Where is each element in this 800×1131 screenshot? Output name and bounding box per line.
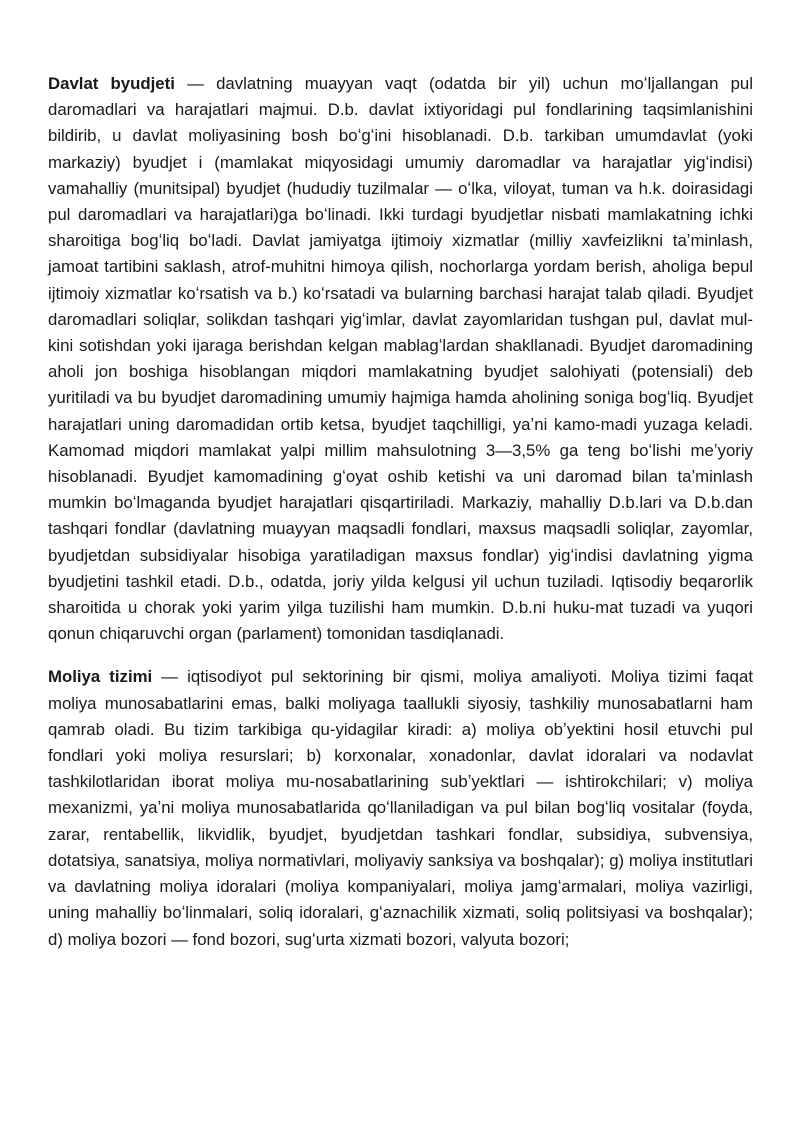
paragraph-moliya-tizimi	[48, 664, 753, 952]
term-heading: Davlat byudjeti	[48, 74, 175, 93]
paragraph-davlat-byudjeti	[48, 71, 753, 647]
paragraph-text: — davlatning muayyan vaqt (odatda bir yil) uchun moʻljallangan pul daromadlari va harajatlari majmui. D.b. davlat ixtiyoridagi pul fondlarining taqsimlanishini bildirib, u davlat moliyasining bosh boʻgʻini hisoblanadi. D.b. tarkiban umumdavlat (yoki markaziy) byudjet i (mamlakat miqyosidagi umumiy daromadlar va harajatlar yigʻindisi) vamahalliy (munitsipal) byudjet (hududiy tuzilmalar — oʻlka, viloyat, tuman va h.k. doirasidagi pul daromadlari va harajatlari)ga boʻlinadi. Ikki turdagi byudjetlar nisbati mamlakatning ichki sharoitiga bogʻliq boʻladi. Davlat jamiyatga ijtimoiy xizmatlar (milliy xavfeizlikni taʼminlash, jamoat tartibini saklash, atrof-muhitni himoya qilish, nochorlarga yordam berish, aholiga bepul ijtimoiy xizmatlar koʻrsatish va b.) koʻrsatadi va bularning barchasi harajat talab qiladi. Byudjet daromadlari soliqlar, solikdan tashqari yigʻimlar, davlat zayomlaridan tushgan pul, davlat mul-kini sotishdan yoki ijaraga berishdan kelgan mablagʻlardan shakllanadi. Byudjet daromadining aholi jon boshiga hisoblangan miqdori mamlakatning byudjet salohiyati (potensiali) deb yuritiladi va bu byudjet daromadining umumiy hajmiga hamda aholining soniga bogʻliq. Byudjet harajatlari uning daromadidan ortib ketsa, byudjet taqchilligi, yaʼni kamo-madi yuzaga keladi. Kamomad miqdori mamlakat yalpi millim mahsulotning 3—3,5% ga teng boʻlishi meʼyoriy hisoblanadi. Byudjet kamomadining gʻoyat oshib ketishi va uni daromad bilan taʼminlash mumkin boʻlmaganda byudjet harajatlari qisqartiriladi. Markaziy, mahalliy D.b.lari va D.b.dan tashqari fondlar (davlatning muayyan maqsadli fondlari, maxsus maqsadli soliqlar, zayomlar, byudjetdan subsidiyalar hisobiga yaratiladigan maxsus fondlar) yigʻindisi davlatning yigma byudjetini tashkil etadi. D.b., odatda, joriy yilda kelgusi yil uchun tuziladi. Iqtisodiy beqarorlik sharoitida u chorak yoki yarim yilga tuzilishi ham mumkin. D.b.ni huku-mat tuzadi va yuqori qonun chiqaruvchi organ (parlament) tomonidan tasdiqlanadi.	[48, 74, 753, 644]
paragraph-text: — iqtisodiyot pul sektorining bir qismi, moliya amaliyoti. Moliya tizimi faqat moliya munosabatlarini emas, balki moliyaga taallukli siyosiy, tashkiliy munosabatlarni ham qamrab oladi. Bu tizim tarkibiga qu-yidagilar kiradi: a) moliya obʼyektini hosil etuvchi pul fondlari yoki moliya resurslari; b) korxonalar, xonadonlar, davlat idoralari va nodavlat tashkilotlaridan iborat moliya mu-nosabatlarining subʼyektlari — ishtirokchilari; v) moliya mexanizmi, yaʼni moliya munosabatlarida qoʻllaniladigan va pul bilan bogʻliq vositalar (foyda, zarar, rentabellik, likvidlik, byudjet, byudjetdan tashkari fondlar, subsidiya, subvensiya, dotatsiya, sanatsiya, moliya normativlari, moliyaviy sanksiya va boshqalar); g) moliya institutlari va davlatning moliya idoralari (moliya kompaniyalari, moliya jamgʻarmalari, moliya vazirligi, uning mahalliy boʻlinmalari, soliq idoralari, gʻaznachilik xizmati, soliq politsiyasi va boshqalar); d) moliya bozori — fond bozori, sugʻurta xizmati bozori, valyuta bozori;	[48, 667, 753, 949]
document-page	[48, 71, 753, 970]
term-heading: Moliya tizimi	[48, 667, 153, 687]
